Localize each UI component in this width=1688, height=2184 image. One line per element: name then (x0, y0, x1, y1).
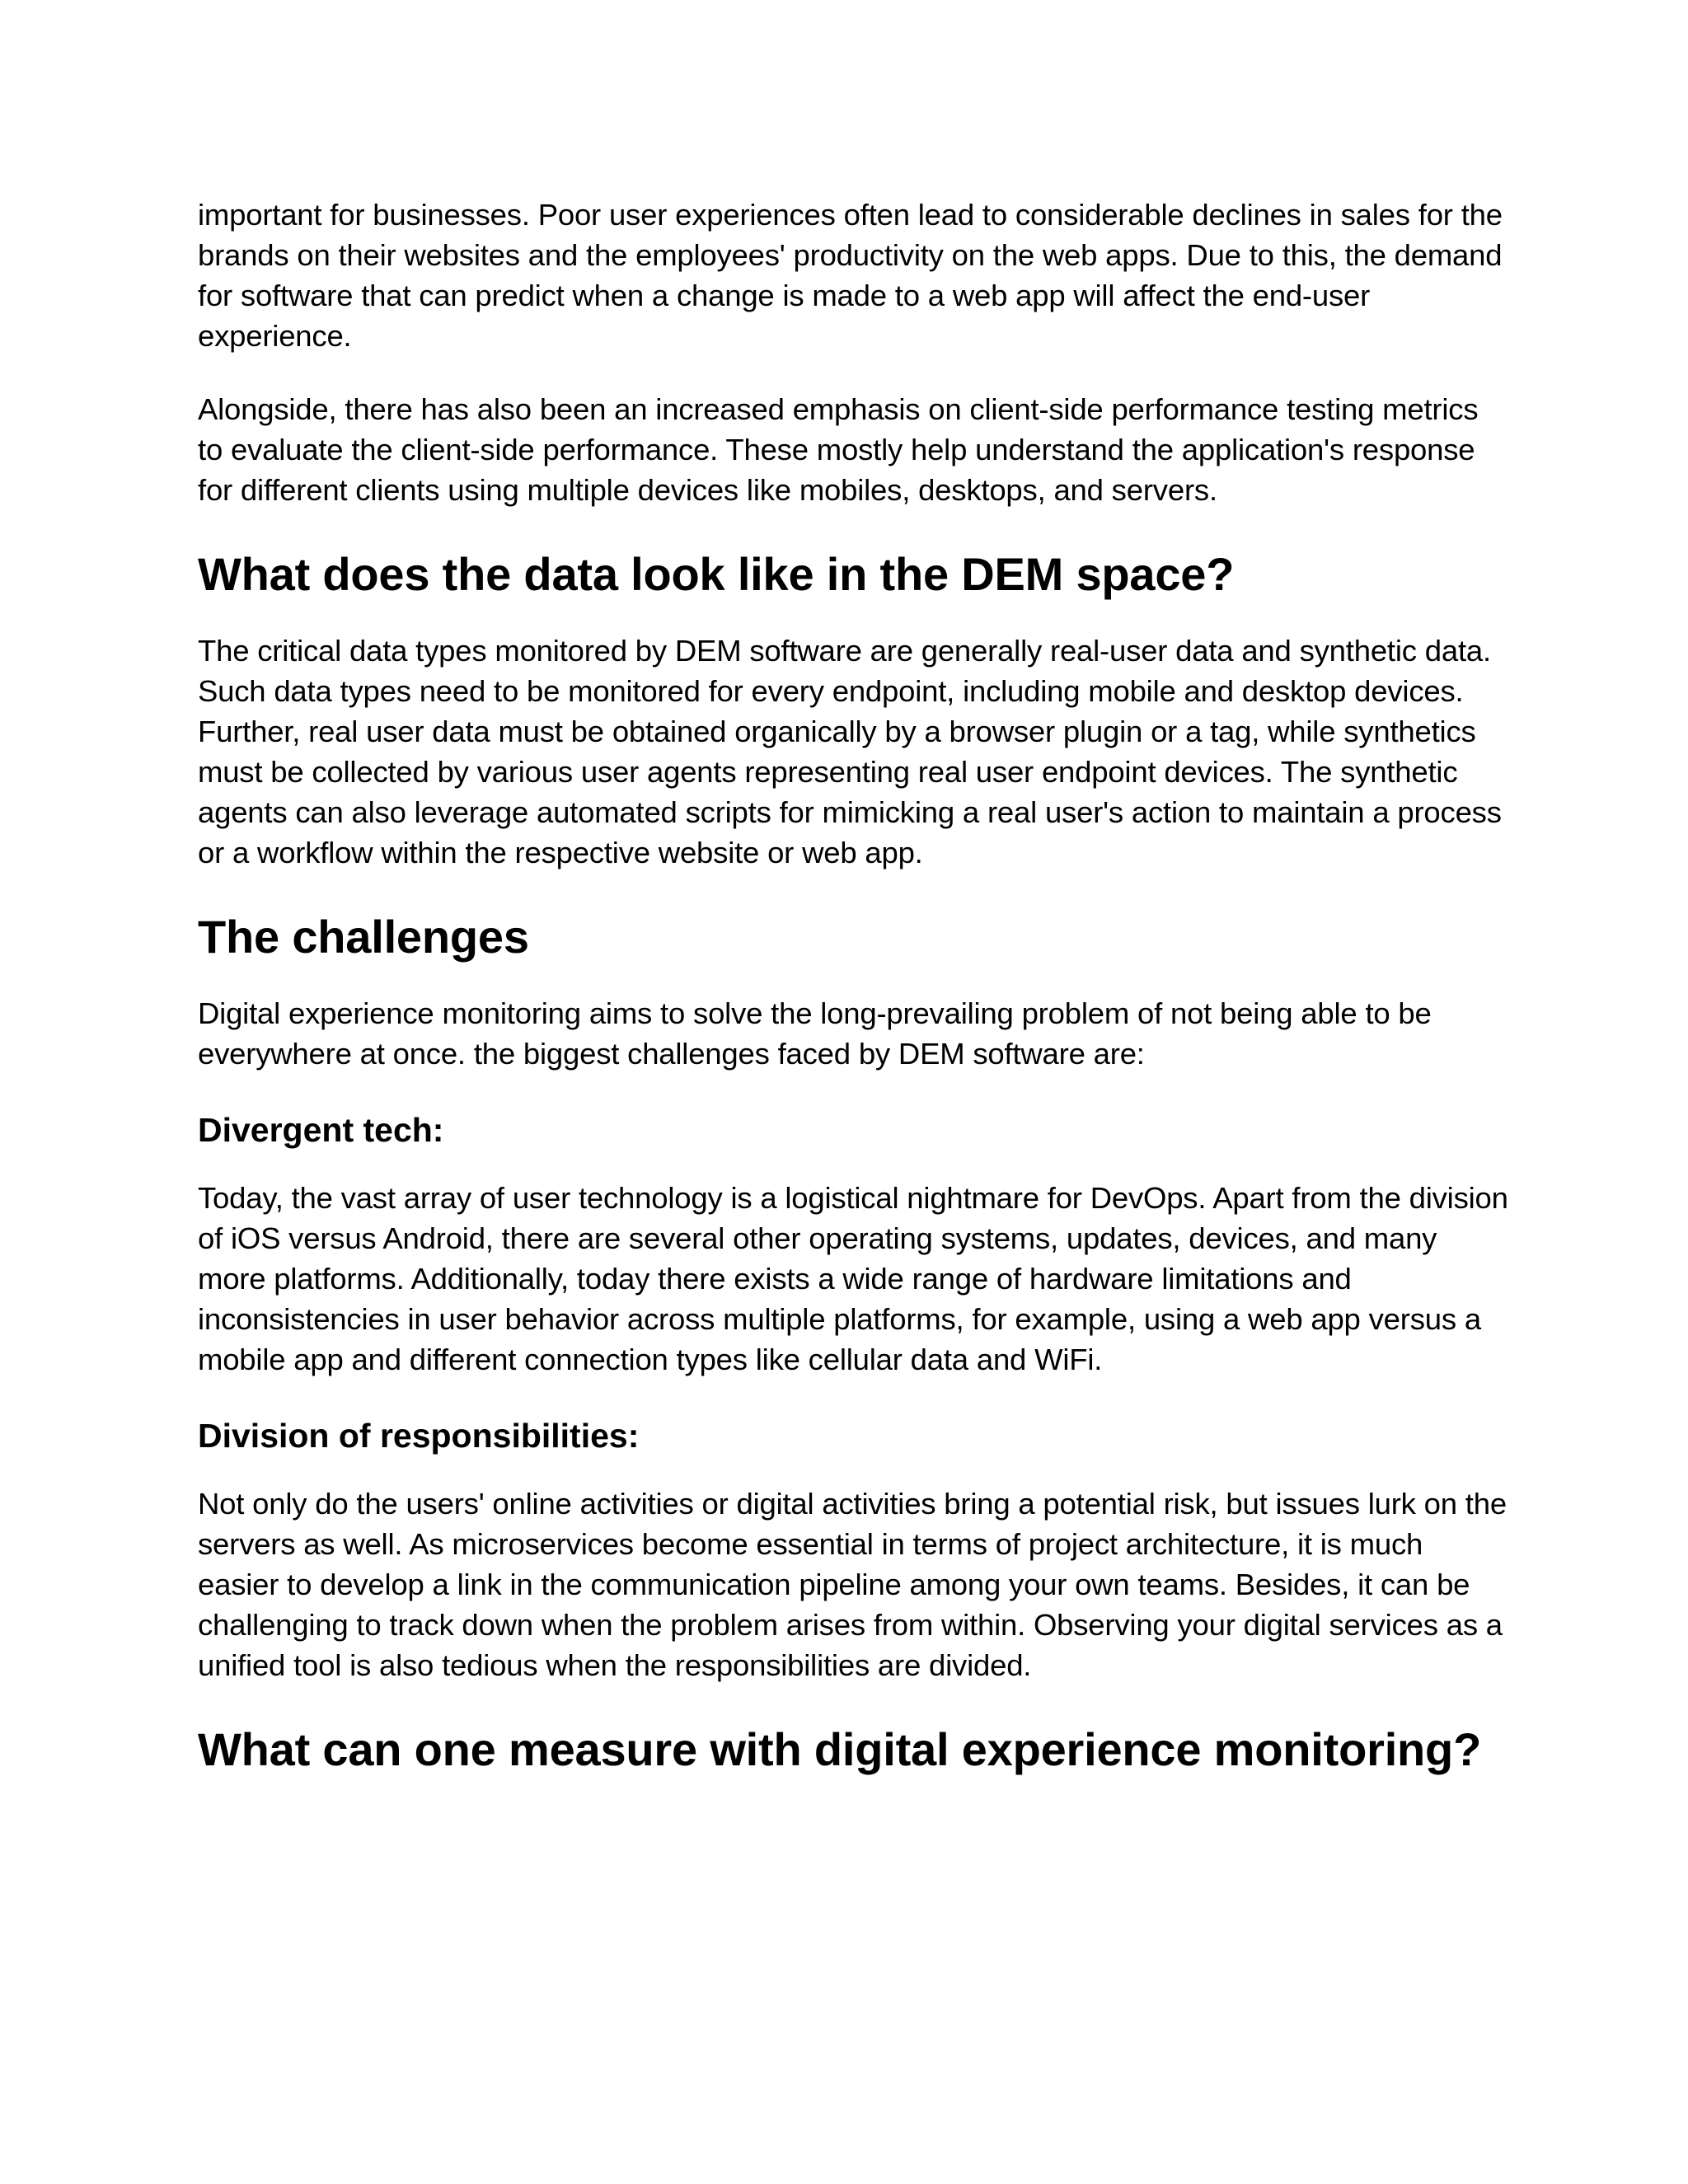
document-page (198, 194, 1508, 1806)
paragraph-challenges-intro: Digital experience monitoring aims to solve the long-prevailing problem of not being able to be everywhere at once. the biggest challenges faced by DEM software are: (198, 996, 1432, 1071)
paragraph-dem-data-types: The critical data types monitored by DEM software are generally real-user data and synthetic data. Such data types need to be monitored for every endpoint, including mobile and desktop devices. Further, real user data must be obtained organically by a browser plugin or a tag, while synthetics must be collected by various user agents representing real user endpoint devices. The synthetic agents can also leverage automated scripts for mimicking a real user's action to maintain a process or a workflow within the respective website or web app. (198, 634, 1502, 869)
heading-what-to-measure: What can one measure with digital experience monitoring? (198, 1723, 1482, 1775)
paragraph-divergent-tech: Today, the vast array of user technology is a logistical nightmare for DevOps. Apart from the division of iOS versus Android, there are several other operating systems, updates, devices, and many more platforms. Additionally, today there exists a wide range of hardware limitations and inconsistencies in user behavior across multiple platforms, for example, using a web app versus a mobile app and different connection types like cellular data and WiFi. (198, 1181, 1508, 1376)
subheading-division-of-responsibilities: Division of responsibilities: (198, 1417, 640, 1455)
heading-challenges: The challenges (198, 911, 529, 963)
paragraph-intro-continued: important for businesses. Poor user experiences often lead to considerable declines in sales for the brands on their websites and the employees' productivity on the web apps. Due to this, the demand for software that can predict when a change is made to a web app will affect the end-user experience. (198, 198, 1503, 353)
subheading-divergent-tech: Divergent tech: (198, 1111, 444, 1149)
paragraph-division-of-responsibilities: Not only do the users' online activities or digital activities bring a potential risk, but issues lurk on the servers as well. As microservices become essential in terms of project architecture, it is much easier to develop a link in the communication pipeline among your own teams. Besides, it can be challenging to track down when the problem arises from within. Observing your digital services as a unified tool is also tedious when the responsibilities are divided. (198, 1487, 1507, 1682)
paragraph-client-side-metrics: Alongside, there has also been an increased emphasis on client-side performance testing metrics to evaluate the client-side performance. These mostly help understand the application's response for different clients using multiple devices like mobiles, desktops, and servers. (198, 392, 1479, 507)
heading-dem-data: What does the data look like in the DEM space? (198, 548, 1235, 600)
